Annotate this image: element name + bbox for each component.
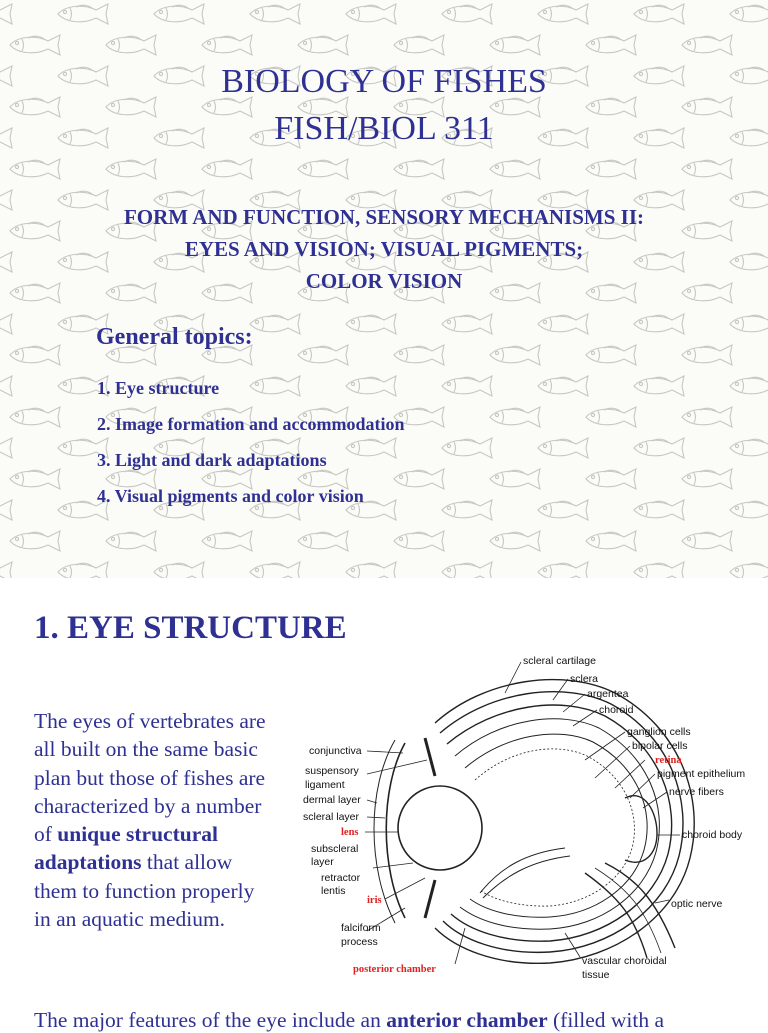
label-ganglion-cells: ganglion cells (627, 726, 691, 738)
paragraph-bold-text: anterior chamber (386, 1008, 548, 1032)
label-process: process (341, 936, 378, 948)
label-tissue: tissue (582, 969, 610, 981)
slide-title-line-1: BIOLOGY OF FISHES (221, 63, 547, 100)
intro-paragraph (34, 707, 274, 933)
label-scleral-cartilage: scleral cartilage (523, 655, 596, 667)
slide-subtitle-line-1: FORM AND FUNCTION, SENSORY MECHANISMS II: (123, 205, 645, 229)
label-iris: iris (367, 895, 382, 906)
label-argentea: argentea (587, 688, 629, 700)
paragraph-text: The major features of the eye include an (34, 1008, 387, 1032)
label-vascular-choroidal: vascular choroidal (582, 955, 667, 967)
slide-subtitle-line-3: COLOR VISION (305, 269, 463, 293)
label-lentis: lentis (321, 885, 346, 897)
section-title: 1. EYE STRUCTURE (34, 610, 347, 646)
label-optic-nerve: optic nerve (671, 898, 723, 910)
topic-item: 4. Visual pigments and color vision (97, 486, 364, 506)
bottom-paragraph (34, 1008, 768, 1033)
paragraph-text: that allow them to function properly in an aquatic medium. (34, 850, 255, 932)
label-scleral-layer: scleral layer (303, 811, 360, 823)
label-suspensory: suspensory (305, 765, 359, 777)
label-posterior-chamber: posterior chamber (353, 964, 436, 975)
label-lens: lens (341, 827, 359, 838)
label-retractor: retractor (321, 872, 361, 884)
slide-subtitle-line-2: EYES AND VISION; VISUAL PIGMENTS; (184, 237, 584, 261)
paragraph-text: The eyes of vertebrates are all built on the same basic plan but those of fishes are characterized by a number of (34, 709, 266, 847)
topic-item: 1. Eye structure (97, 378, 220, 398)
label-choroid-body: choroid body (682, 829, 743, 841)
label-retina: retina (655, 755, 682, 766)
slide-title-line-2: FISH/BIOL 311 (274, 110, 494, 147)
paragraph-bold-text: unique structural adaptations (34, 822, 218, 875)
paragraph-text: (filled with a (547, 1008, 665, 1032)
label-falciform: falciform (341, 922, 381, 934)
general-topics-heading: General topics: (96, 324, 253, 350)
label-bipolar-cells: bipolar cells (632, 740, 688, 752)
topic-item: 3. Light and dark adaptations (97, 450, 327, 470)
label-choroid: choroid (599, 704, 634, 716)
label-subscleral: subscleral (311, 843, 359, 855)
fish-eye-diagram (285, 648, 765, 988)
label-dermal-layer: dermal layer (303, 794, 361, 806)
slide-divider (0, 578, 768, 588)
label-conjunctiva: conjunctiva (309, 745, 362, 757)
label-nerve-fibers: nerve fibers (669, 786, 724, 798)
label-sclera: sclera (570, 673, 599, 685)
label-ligament: ligament (305, 779, 345, 791)
label-pigment-epithelium: pigment epithelium (657, 768, 746, 780)
label-layer: layer (311, 856, 334, 868)
topic-item: 2. Image formation and accommodation (97, 414, 405, 434)
